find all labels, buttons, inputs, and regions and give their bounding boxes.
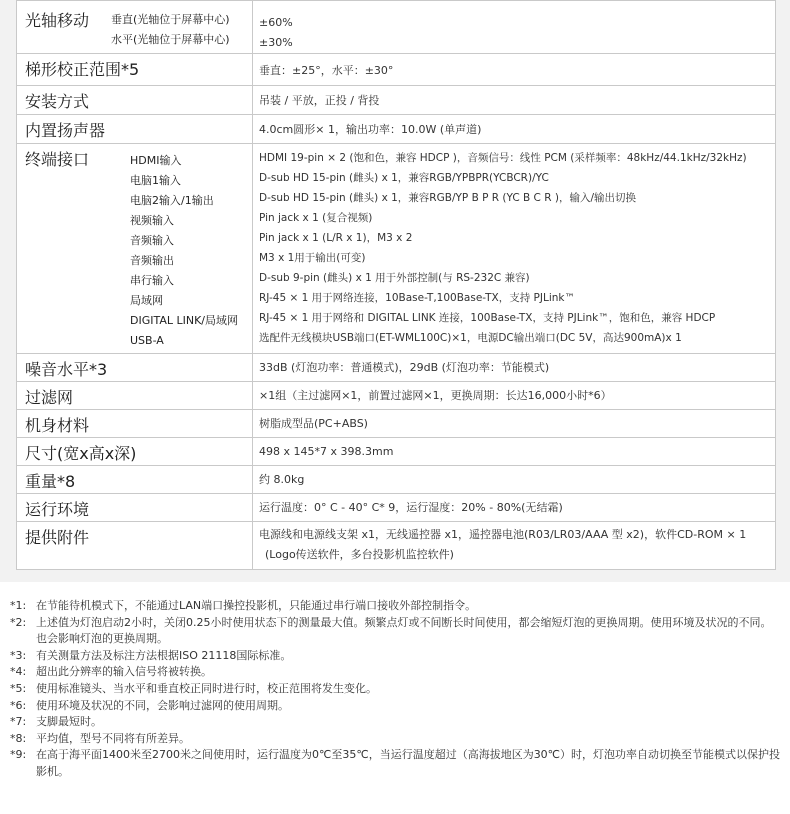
spec-sub-label: 音频输入 xyxy=(130,234,174,247)
spec-sub-label: 电脑2输入/1输出 xyxy=(130,194,214,207)
spec-label: 光轴移动 xyxy=(25,11,90,30)
footnote-item: *6: 使用环境及状况的不同，会影响过滤网的使用周期。 xyxy=(10,698,289,712)
spec-row-weight xyxy=(17,466,776,494)
spec-value: 498 x 145*7 x 398.3mm xyxy=(259,445,394,458)
spec-value: ×1组（主过滤网×1，前置过滤网×1，更换周期：长达16,000小时*6） xyxy=(259,389,612,402)
spec-label: 提供附件 xyxy=(17,522,253,570)
spec-sub-label: 垂直(光轴位于屏幕中心) xyxy=(111,13,230,26)
spec-value: (Logo传送软件，多台投影机监控软件) xyxy=(265,548,454,561)
spec-row-speaker xyxy=(17,115,776,144)
spec-sub-label: HDMI输入 xyxy=(130,154,182,167)
spec-value: ±30% xyxy=(259,36,293,49)
spec-sub-label: 水平(光轴位于屏幕中心) xyxy=(111,33,230,46)
footnotes xyxy=(10,598,782,781)
spec-row-accessories xyxy=(17,522,776,570)
spec-sub-label: 局域网 xyxy=(130,294,163,307)
spec-label: 过滤网 xyxy=(17,382,253,410)
spec-value: M3 x 1用于输出(可变) xyxy=(259,252,366,264)
spec-row-environment xyxy=(17,494,776,522)
spec-label: 安装方式 xyxy=(17,86,253,115)
spec-value: 电源线和电源线支架 x1，无线遥控器 x1，遥控器电池(R03/LR03/AAA 型 x2)，软件CD-ROM × 1 xyxy=(259,528,747,541)
footnote-item: *9: 在高于海平面1400米至2700米之间使用时，运行温度为0℃至35℃，当运行温度超过（高海拔地区为30℃）时，灯泡功率自动切换至节能模式以保护投影机。 xyxy=(10,748,781,778)
spec-table xyxy=(16,0,776,570)
spec-value: RJ-45 × 1 用于网络连接，10Base-T,100Base-TX，支持 PJLink™ xyxy=(259,292,575,304)
spec-value: Pin jack x 1 (复合视频) xyxy=(259,212,373,224)
footnote-item: *8: 平均值，型号不同将有所差异。 xyxy=(10,731,190,745)
spec-label: 终端接口 xyxy=(25,150,90,169)
spec-row-lens-shift xyxy=(17,1,776,54)
spec-value: D-sub HD 15-pin (雌头) x 1，兼容RGB/YP B P R (YC B C R )，输入/输出切换 xyxy=(259,192,636,204)
spec-value: RJ-45 × 1 用于网络和 DIGITAL LINK 连接，100Base-TX，支持 PJLink™，饱和色，兼容 HDCP xyxy=(259,312,716,324)
spec-label: 运行环境 xyxy=(17,494,253,522)
spec-label: 重量*8 xyxy=(17,466,253,494)
footnote-item: *5: 使用标准镜头、当水平和垂直校正同时进行时，校正范围将发生变化。 xyxy=(10,681,377,695)
spec-label: 噪音水平*3 xyxy=(17,354,253,382)
spec-value: ±60% xyxy=(259,16,293,29)
spec-label: 梯形校正范围*5 xyxy=(17,54,253,86)
spec-sub-label: 视频输入 xyxy=(130,214,174,227)
spec-sub-label: 音频输出 xyxy=(130,254,174,267)
spec-label: 内置扬声器 xyxy=(17,115,253,144)
footnote-item: *4: 超出此分辨率的输入信号将被转换。 xyxy=(10,665,212,679)
spec-sub-label: DIGITAL LINK/局域网 xyxy=(130,314,239,327)
footnote-item: *2: 上述值为灯泡启动2小时，关闭0.25小时使用状态下的测量最大值。频繁点灯或不间断长时间使用，都会缩短灯泡的更换周期。使用环境及状况的不同。也会影响灯泡的更换周期。 xyxy=(10,615,772,646)
spec-row-terminals xyxy=(17,144,776,354)
spec-row-filter xyxy=(17,382,776,410)
spec-value: 树脂成型品(PC+ABS) xyxy=(259,417,368,430)
spec-label: 尺寸(宽x高x深) xyxy=(17,438,253,466)
footnote-item: *1: 在节能待机模式下，不能通过LAN端口操控投影机，只能通过串行端口接收外部控制指令。 xyxy=(10,599,477,612)
spec-value: 33dB (灯泡功率：普通模式)，29dB (灯泡功率：节能模式) xyxy=(259,361,550,374)
spec-label: 机身材料 xyxy=(17,410,253,438)
spec-row-noise xyxy=(17,354,776,382)
spec-value: 运行温度：0° C - 40° C* 9，运行湿度：20% - 80%(无结霜) xyxy=(259,501,563,514)
spec-row-installation xyxy=(17,86,776,115)
spec-row-dimensions xyxy=(17,438,776,466)
spec-row-keystone xyxy=(17,54,776,86)
spec-value: HDMI 19-pin × 2 (饱和色，兼容 HDCP )，音频信号：线性 PCM (采样频率：48kHz/44.1kHz/32kHz) xyxy=(259,152,747,164)
spec-value: Pin jack x 1 (L/R x 1)，M3 x 2 xyxy=(259,232,413,244)
spec-value: D-sub HD 15-pin (雌头) x 1，兼容RGB/YPBPR(YCBCR)/YC xyxy=(259,172,549,184)
spec-value: 约 8.0kg xyxy=(259,473,305,486)
spec-sub-label: 电脑1输入 xyxy=(130,174,181,187)
spec-sub-label: USB-A xyxy=(130,334,164,347)
footnote-item: *3: 有关测量方法及标注方法根据ISO 21118国际标准。 xyxy=(10,648,292,662)
footnote-item: *7: 支脚最短时。 xyxy=(10,715,102,729)
spec-value: D-sub 9-pin (雌头) x 1 用于外部控制(与 RS-232C 兼容) xyxy=(259,272,530,284)
spec-sub-label: 串行输入 xyxy=(130,274,174,287)
spec-value: 吊装 / 平放，正投 / 背投 xyxy=(259,94,380,107)
spec-value: 垂直：±25°，水平：±30° xyxy=(259,64,394,77)
spec-row-material xyxy=(17,410,776,438)
spec-value: 4.0cm圆形× 1，输出功率：10.0W (单声道) xyxy=(259,123,482,136)
spec-value: 选配件无线模块USB端口(ET-WML100C)×1，电源DC输出端口(DC 5V，高达900mA)x 1 xyxy=(259,332,682,344)
